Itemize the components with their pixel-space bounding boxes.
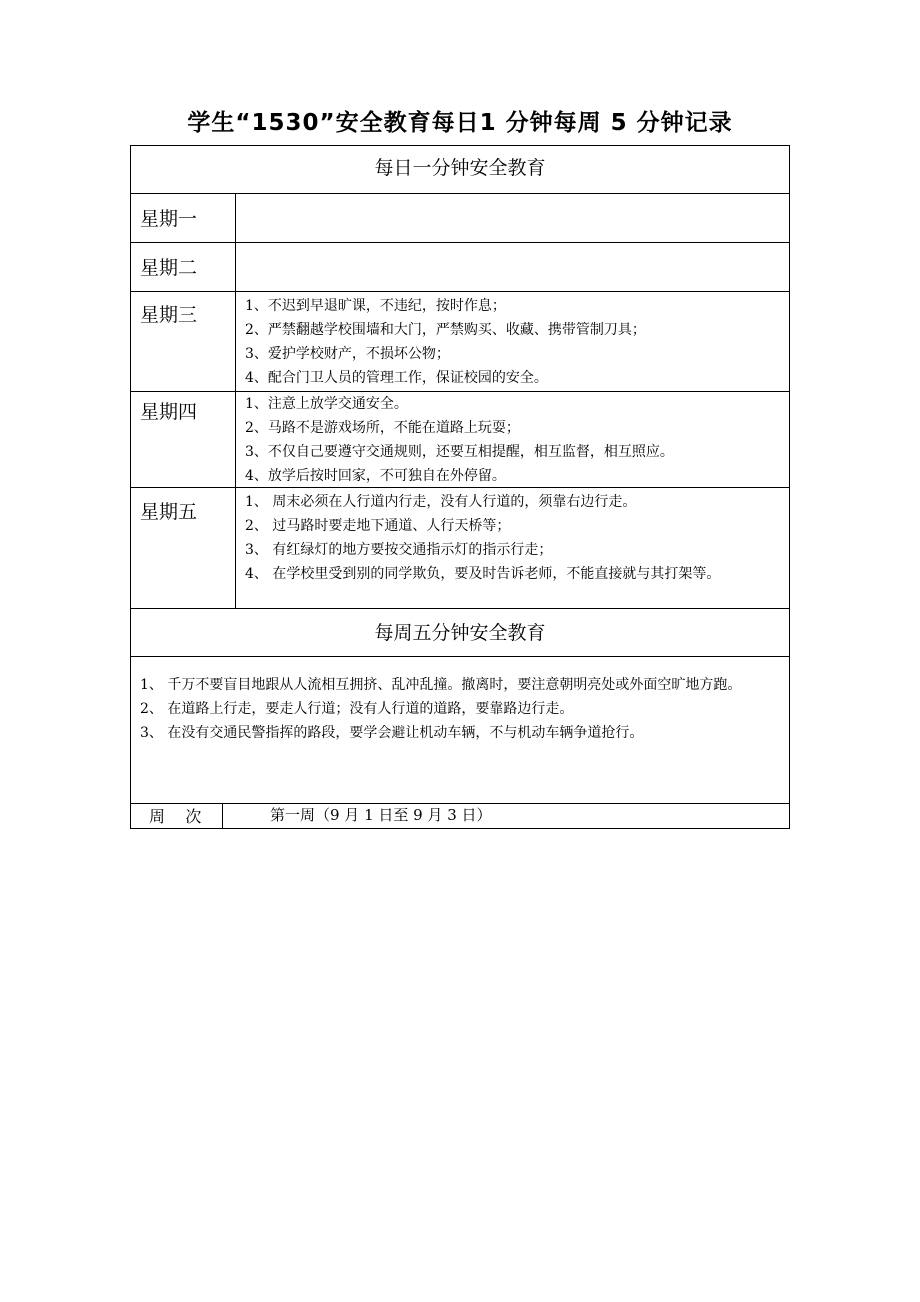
day-content (237, 392, 789, 488)
list-item: 2、马路不是游戏场所，不能在道路上玩耍； (245, 420, 520, 436)
daily-section-header (131, 146, 789, 194)
list-item: 3、 有红绿灯的地方要按交通指示灯的指示行走； (245, 542, 553, 558)
day-content (237, 292, 789, 390)
list-item: 4、配合门卫人员的管理工作，保证校园的安全。 (245, 370, 548, 386)
day-row-monday (131, 194, 789, 243)
day-row-friday (131, 488, 789, 609)
weekly-content (131, 657, 789, 745)
list-item: 2、 过马路时要走地下通道、人行天桥等； (245, 518, 511, 534)
day-label: 星期三 (131, 292, 236, 391)
weekly-content-row (131, 657, 789, 804)
list-item: 1、注意上放学交通安全。 (245, 396, 408, 412)
list-item: 4、放学后按时回家，不可独自在外停留。 (245, 468, 506, 484)
record-table (130, 145, 790, 829)
list-item: 3、不仅自己要遵守交通规则，还要互相提醒，相互监督，相互照应。 (245, 444, 674, 460)
day-label: 星期五 (131, 488, 236, 608)
daily-section-title: 每日一分钟安全教育 (374, 157, 546, 179)
week-value: 第一周（9 月 1 日至 9 月 3 日） (270, 806, 492, 824)
week-number-row (131, 804, 789, 828)
week-label: 周 次 (131, 804, 223, 828)
day-row-thursday (131, 392, 789, 488)
day-content (237, 488, 789, 586)
document-title: 学生“1530”安全教育每日1 分钟每周 5 分钟记录 (187, 110, 733, 136)
list-item: 4、 在学校里受到别的同学欺负，要及时告诉老师，不能直接就与其打架等。 (245, 566, 721, 582)
list-item: 2、 在道路上行走，要走人行道；没有人行道的道路，要靠路边行走。 (140, 701, 574, 717)
list-item: 1、 周末必须在人行道内行走，没有人行道的，须靠右边行走。 (245, 494, 637, 510)
list-item: 1、不迟到早退旷课，不违纪，按时作息； (245, 298, 506, 314)
weekly-section-title: 每周五分钟安全教育 (374, 622, 546, 644)
list-item: 3、爱护学校财产，不损坏公物； (245, 346, 450, 362)
day-row-tuesday (131, 243, 789, 292)
list-item: 1、 千万不要盲目地跟从人流相互拥挤、乱冲乱撞。撤离时，要注意朝明亮处或外面空旷地方跑。 (140, 677, 742, 693)
list-item: 3、 在没有交通民警指挥的路段，要学会避让机动车辆，不与机动车辆争道抢行。 (140, 725, 644, 741)
day-row-wednesday (131, 292, 789, 392)
day-label: 星期四 (131, 392, 236, 487)
day-label: 星期二 (131, 243, 236, 291)
list-item: 2、严禁翻越学校围墙和大门，严禁购买、收藏、携带管制刀具； (245, 322, 646, 338)
weekly-section-header (131, 609, 789, 657)
day-label: 星期一 (131, 194, 236, 242)
